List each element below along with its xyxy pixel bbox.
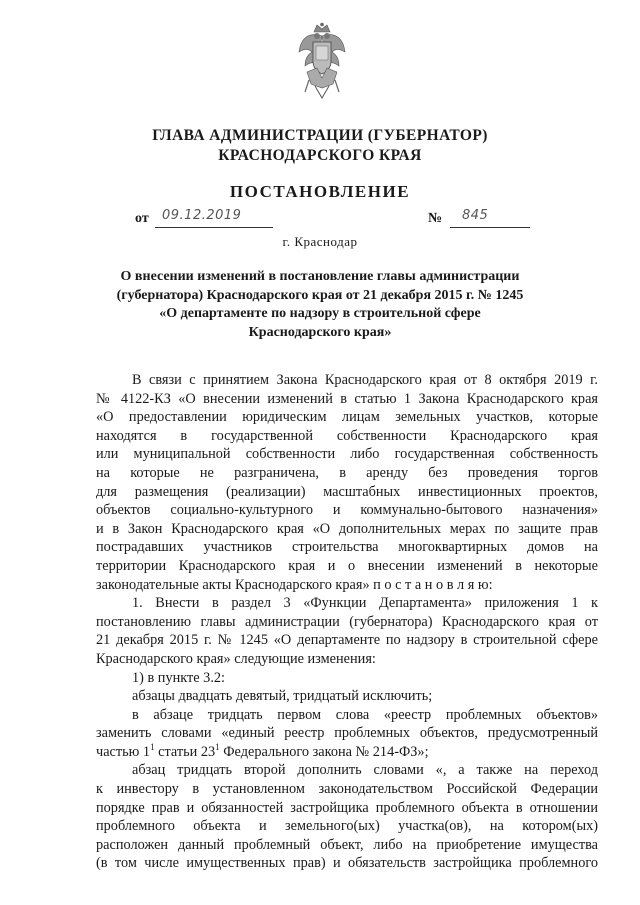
body-line: порядке прав и обязанностей застройщика проблемного объекта в отношении	[96, 799, 598, 816]
body-line: (в том числе имущественных прав) и обязательств застройщика проблемного	[96, 855, 598, 872]
body-text-fragment: статьи 23	[154, 743, 216, 760]
body-line: «О предоставлении юридическим лицам земельных участков, которые	[96, 409, 598, 426]
body-line: В связи с принятием Закона Краснодарского края от 8 октября 2019 г.	[132, 372, 598, 388]
body-line: и в Закон Краснодарского края «О дополнительных мерах по защите прав	[96, 520, 598, 537]
body-line: заменить словами «единый реестр проблемных объектов, предусмотренный	[96, 725, 598, 742]
body-line: территории Краснодарского края и о внесении изменений в некоторые	[96, 557, 598, 574]
body-line: находятся в государственной собственности Краснодарского края	[96, 427, 598, 444]
city-name: г. Краснодар	[282, 234, 358, 249]
body-line: абзацы двадцать девятый, тридцатый исключить;	[132, 688, 433, 705]
date-prefix: от	[135, 211, 149, 226]
body-line: № 4122-КЗ «О внесении изменений в статью 1 Закона Краснодарского края	[96, 390, 598, 407]
body-line: или муниципальной собственности либо государственная собственность	[96, 446, 598, 463]
body-line-with-superscripts	[96, 743, 598, 762]
superscript: 1	[215, 742, 220, 753]
coat-of-arms-emblem	[297, 22, 347, 100]
subject-line: Краснодарского края»	[248, 324, 392, 340]
body-line: объектов социально-культурного и коммунально-бытового назначения»	[96, 502, 598, 519]
number-value: 845	[462, 208, 489, 223]
subject-line: (губернатора) Краснодарского края от 21 декабря 2015 г. № 1245	[116, 287, 524, 303]
body-line: проблемного объекта и земельного(ых) участка(ов), на котором(ых)	[96, 818, 598, 835]
body-line: Краснодарского края» следующие изменения:	[96, 650, 376, 667]
subject-line: О внесении изменений в постановление главы администрации	[120, 269, 520, 284]
body-line: абзац тридцать второй дополнить словами «, а также на переход	[132, 762, 598, 779]
body-line: 1) в пункте 3.2:	[132, 669, 226, 686]
number-prefix: №	[428, 211, 443, 226]
body-line: законодательные акты Краснодарского края» п о с т а н о в л я ю:	[96, 576, 493, 593]
authority-title-line2: КРАСНОДАРСКОГО КРАЯ	[218, 147, 422, 164]
date-value: 09.12.2019	[162, 208, 242, 223]
document-body	[96, 371, 598, 873]
body-line: пострадавших участников строительства многоквартирных домов на	[96, 539, 598, 556]
body-line: для размещения (реализации) масштабных инвестиционных проектов,	[96, 483, 598, 500]
body-line: постановлению главы администрации (губернатора) Краснодарского края от	[96, 613, 598, 630]
body-line: 21 декабря 2015 г. № 1245 «О департаменте по надзору в строительной сфере	[96, 632, 598, 649]
body-line: к инвестору в установленном законодательством Российской Федерации	[96, 781, 598, 798]
body-line: на которые не разграничена, в аренду без проведения торгов	[96, 464, 598, 481]
body-line: 1. Внести в раздел 3 «Функции Департамента» приложения 1 к	[132, 595, 598, 612]
document-subject	[60, 268, 580, 342]
body-line: в абзаце тридцать первом слова «реестр проблемных объектов»	[132, 706, 598, 723]
body-text-fragment: частью 1	[96, 743, 151, 760]
document-type: ПОСТАНОВЛЕНИЕ	[229, 182, 411, 201]
authority-title-line1: ГЛАВА АДМИНИСТРАЦИИ (ГУБЕРНАТОР)	[152, 127, 488, 144]
date-underline	[155, 227, 273, 228]
body-line: расположен данный проблемный объект, либо на приобретение имущества	[96, 836, 598, 853]
superscript: 1	[150, 742, 155, 753]
subject-line: «О департаменте по надзору в строительной сфере	[159, 306, 481, 321]
number-underline	[450, 227, 530, 228]
body-text-fragment: Федерального закона № 214-ФЗ»;	[219, 743, 429, 760]
